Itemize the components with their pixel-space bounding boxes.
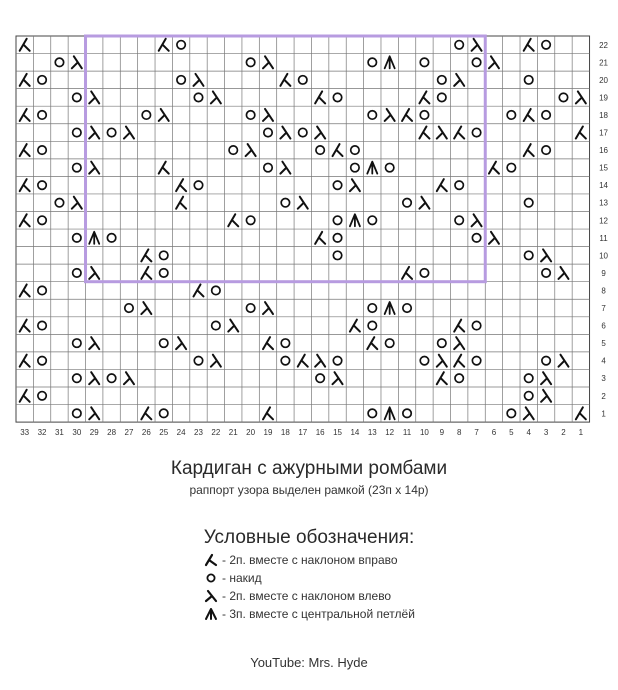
column-label: 30: [72, 428, 82, 438]
column-label: 19: [263, 428, 273, 438]
legend-title: Условные обозначения:: [203, 527, 415, 548]
row-label: 5: [601, 339, 606, 349]
column-label: 1: [578, 428, 584, 438]
column-label: 31: [54, 428, 64, 438]
legend-item: [200, 587, 520, 605]
row-label: 14: [599, 181, 608, 191]
column-label: 15: [333, 428, 342, 438]
row-label: 12: [599, 216, 608, 226]
column-label: 24: [176, 428, 186, 438]
legend: [200, 551, 520, 623]
row-label: 3: [601, 374, 606, 384]
legend-text: - 2п. вместе с наклоном вправо: [222, 553, 398, 567]
row-label: 4: [601, 356, 606, 366]
row-label: 9: [601, 268, 606, 278]
column-label: 20: [246, 428, 256, 438]
column-label: 23: [194, 428, 203, 438]
chart-title: Кардиган с ажурными ромбами: [170, 458, 448, 479]
column-label: 14: [350, 428, 360, 438]
column-label: 9: [439, 428, 445, 438]
column-label: 11: [402, 428, 412, 438]
central-double-decrease-icon: [200, 607, 222, 621]
column-label: 32: [37, 428, 47, 438]
column-label: 27: [124, 428, 134, 438]
column-label: 10: [419, 428, 429, 438]
column-label: 28: [107, 428, 117, 438]
row-label: 15: [599, 163, 608, 173]
right-lean-decrease-icon: [200, 553, 222, 567]
column-label: 3: [543, 428, 549, 438]
column-label: 29: [89, 428, 99, 438]
column-label: 25: [159, 428, 169, 438]
column-label: 21: [228, 428, 238, 438]
row-label: 8: [601, 286, 606, 296]
row-label: 20: [599, 75, 608, 85]
legend-text: - 3п. вместе с центральной петлёй: [222, 607, 415, 621]
column-label: 8: [456, 428, 462, 438]
row-label: 18: [599, 110, 608, 120]
column-label: 13: [367, 428, 377, 438]
column-label: 17: [298, 428, 308, 438]
column-label: 33: [20, 428, 30, 438]
row-label: 22: [599, 40, 608, 50]
legend-text: - 2п. вместе с наклоном влево: [222, 589, 392, 603]
column-label: 22: [211, 428, 221, 438]
yarn-over-icon: [200, 571, 222, 585]
column-label: 18: [280, 428, 290, 438]
column-label: 16: [315, 428, 325, 438]
row-label: 7: [601, 304, 606, 314]
credit-text: YouTube: Mrs. Hyde: [250, 655, 368, 670]
row-label: 10: [599, 251, 608, 261]
column-label: 6: [491, 428, 497, 438]
legend-item: [200, 551, 520, 569]
column-label: 26: [141, 428, 151, 438]
row-label: 19: [599, 93, 608, 103]
column-label: 5: [509, 428, 514, 438]
row-label: 13: [599, 198, 608, 208]
row-label: 17: [599, 128, 608, 138]
row-label: 2: [601, 391, 606, 401]
legend-text: - накид: [222, 571, 262, 585]
row-label: 11: [599, 233, 608, 243]
row-label: 1: [601, 409, 606, 419]
left-lean-decrease-icon: [200, 589, 222, 603]
column-label: 4: [526, 428, 531, 438]
row-label: 6: [601, 321, 606, 331]
column-label: 12: [385, 428, 395, 438]
chart-subtitle: раппорт узора выделен рамкой (23п х 14р): [189, 483, 429, 497]
legend-item: [200, 569, 520, 587]
row-label: 21: [599, 58, 608, 68]
column-label: 7: [474, 428, 479, 438]
legend-item: [200, 605, 520, 623]
row-label: 16: [599, 146, 608, 156]
column-label: 2: [561, 428, 566, 438]
